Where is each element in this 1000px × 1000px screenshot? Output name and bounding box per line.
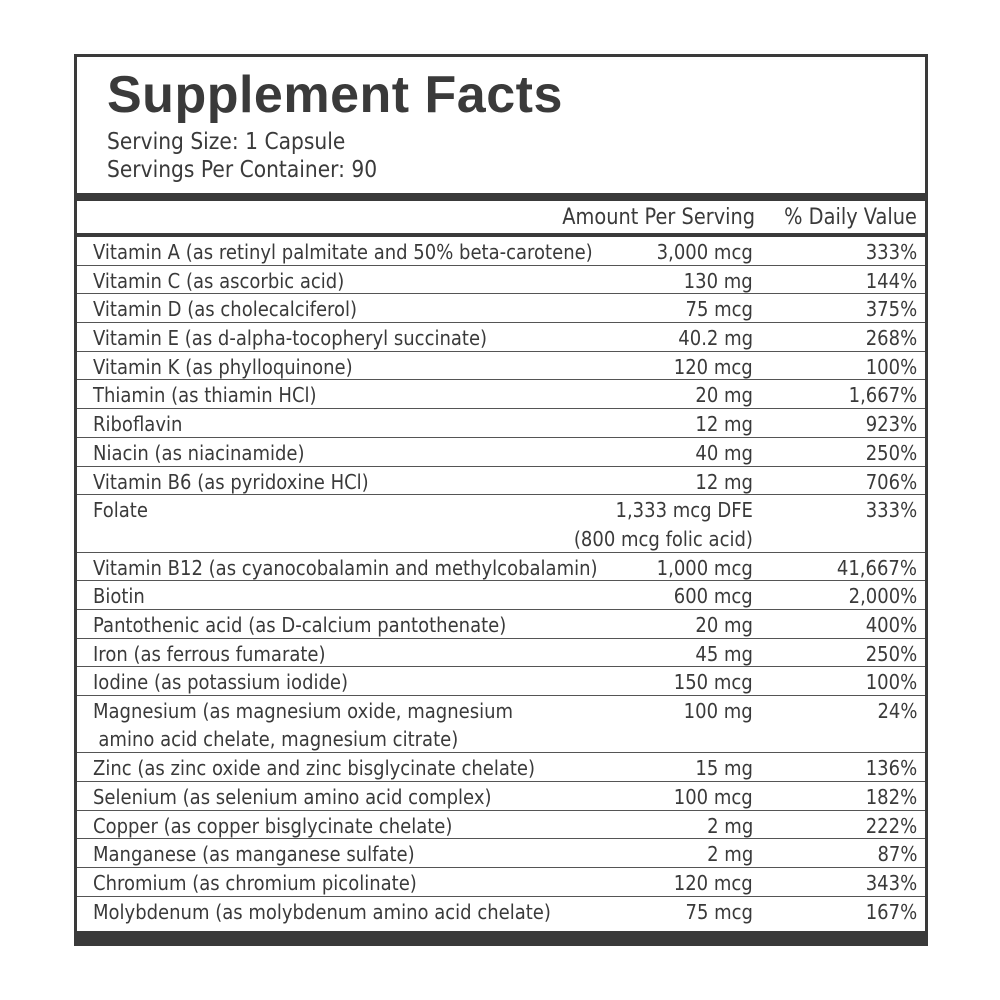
nutrient-amount	[674, 869, 753, 897]
nutrient-name-line: Chromium (as chromium picolinate)	[93, 871, 417, 896]
table-row	[77, 467, 925, 496]
nutrient-daily-value: 87%	[876, 842, 917, 867]
nutrient-name	[93, 812, 452, 840]
table-row	[77, 897, 925, 926]
table-row	[77, 495, 925, 552]
table-row	[77, 237, 925, 266]
nutrient-amount	[695, 754, 753, 782]
nutrient-name	[93, 640, 326, 668]
nutrient-name	[93, 353, 353, 381]
nutrient-amount-line: 130 mg	[683, 268, 753, 293]
nutrient-name-line: Thiamin (as thiamin HCl)	[93, 383, 317, 408]
nutrient-name-line: Selenium (as selenium amino acid complex)	[93, 785, 492, 810]
nutrient-name	[93, 324, 487, 352]
nutrient-daily-value: 343%	[865, 871, 917, 896]
nutrient-amount	[678, 324, 753, 352]
nutrient-amount-line: 100 mcg	[674, 785, 753, 810]
nutrient-amount-line: 2 mg	[706, 813, 753, 838]
nutrient-name	[93, 754, 535, 782]
nutrient-amount-line: 12 mg	[695, 412, 753, 437]
nutrient-name	[93, 439, 305, 467]
nutrient-amount	[684, 267, 753, 295]
column-header-amount: Amount Per Serving	[562, 205, 755, 230]
nutrient-daily-value: 100%	[865, 354, 917, 379]
nutrient-amount	[684, 697, 753, 725]
nutrient-name	[93, 697, 513, 754]
nutrient-amount	[657, 554, 753, 582]
nutrient-name	[93, 468, 369, 496]
nutrient-amount	[695, 439, 753, 467]
nutrient-amount-line: 15 mg	[695, 756, 753, 781]
table-row	[77, 581, 925, 610]
nutrient-amount-line: 100 mg	[683, 699, 753, 724]
nutrient-daily-value: 100%	[865, 670, 917, 695]
bottom-bar	[77, 931, 925, 943]
nutrient-name-line: Vitamin C (as ascorbic acid)	[93, 268, 345, 293]
nutrient-amount-line-2: (800 mcg folic acid)	[573, 526, 753, 551]
nutrient-name-line: Magnesium (as magnesium oxide, magnesium	[93, 699, 514, 724]
nutrient-name	[93, 381, 317, 409]
nutrient-name-line: Biotin	[93, 584, 145, 609]
nutrient-name-line: Molybdenum (as molybdenum amino acid chelate)	[93, 899, 551, 924]
nutrient-daily-value: 400%	[865, 612, 917, 637]
nutrient-name-line: Zinc (as zinc oxide and zinc bisglycinate chelate)	[93, 756, 536, 781]
nutrient-amount	[695, 410, 753, 438]
nutrient-name	[93, 869, 417, 897]
table-row	[77, 266, 925, 295]
table-row	[77, 610, 925, 639]
table-row	[77, 667, 925, 696]
nutrient-amount-line: 120 mcg	[674, 871, 753, 896]
nutrient-amount	[674, 582, 753, 610]
table-row	[77, 696, 925, 753]
table-row	[77, 868, 925, 897]
nutrient-amount	[686, 898, 753, 926]
nutrient-amount-line: 2 mg	[706, 842, 753, 867]
nutrient-name-line-2: amino acid chelate, magnesium citrate)	[98, 727, 459, 752]
nutrient-name-line: Folate	[93, 498, 148, 523]
nutrient-amount-line: 1,333 mcg DFE	[615, 498, 753, 523]
nutrient-daily-value: 706%	[865, 469, 917, 494]
nutrient-name	[93, 496, 148, 524]
nutrient-amount	[695, 640, 753, 668]
nutrient-name	[93, 611, 506, 639]
table-row	[77, 839, 925, 868]
nutrient-name-line: Pantothenic acid (as D-calcium pantothenate)	[93, 612, 507, 637]
nutrient-name-line: Iron (as ferrous fumarate)	[93, 641, 326, 666]
nutrient-name-line: Copper (as copper bisglycinate chelate)	[93, 813, 453, 838]
nutrient-name-line: Manganese (as manganese sulfate)	[93, 842, 415, 867]
nutrient-daily-value: 136%	[865, 756, 917, 781]
nutrient-amount	[695, 611, 753, 639]
table-row	[77, 352, 925, 381]
nutrient-daily-value: 222%	[865, 813, 917, 838]
nutrient-name	[93, 582, 145, 610]
nutrient-daily-value: 167%	[865, 899, 917, 924]
nutrient-amount-line: 40 mg	[695, 440, 753, 465]
nutrient-amount	[657, 238, 753, 266]
nutrient-daily-value: 182%	[865, 785, 917, 810]
nutrient-amount-line: 75 mcg	[685, 297, 753, 322]
nutrient-amount-line: 150 mcg	[674, 670, 753, 695]
nutrient-amount	[707, 840, 753, 868]
servings-per-container: Servings Per Container: 90	[107, 157, 378, 183]
table-row	[77, 753, 925, 782]
nutrient-daily-value: 24%	[876, 699, 917, 724]
nutrient-name-line: Vitamin B12 (as cyanocobalamin and methylcobalamin)	[93, 555, 598, 580]
nutrient-amount-line: 3,000 mcg	[656, 240, 753, 264]
nutrient-name	[93, 554, 598, 582]
nutrient-name-line: Vitamin K (as phylloquinone)	[93, 354, 353, 379]
nutrient-daily-value: 333%	[865, 240, 917, 264]
nutrient-amount	[674, 353, 753, 381]
nutrient-amount	[695, 468, 753, 496]
nutrient-table	[77, 237, 925, 926]
nutrient-daily-value: 268%	[865, 326, 917, 351]
nutrient-name-line: Iodine (as potassium iodide)	[93, 670, 349, 695]
nutrient-name	[93, 295, 357, 323]
table-row	[77, 639, 925, 668]
nutrient-daily-value: 41,667%	[836, 555, 917, 580]
nutrient-amount-line: 600 mcg	[674, 584, 753, 609]
nutrient-daily-value: 333%	[865, 498, 917, 523]
table-row	[77, 553, 925, 582]
nutrient-daily-value: 250%	[865, 440, 917, 465]
table-row	[77, 438, 925, 467]
nutrient-amount-line: 40.2 mg	[678, 326, 753, 351]
nutrient-name	[93, 840, 415, 868]
nutrient-daily-value: 923%	[865, 412, 917, 437]
nutrient-name-line: Vitamin D (as cholecalciferol)	[93, 297, 358, 322]
nutrient-name-line: Vitamin B6 (as pyridoxine HCl)	[93, 469, 369, 494]
nutrient-daily-value: 375%	[865, 297, 917, 322]
nutrient-amount	[574, 496, 753, 553]
nutrient-daily-value: 1,667%	[848, 383, 917, 408]
nutrient-name	[93, 238, 593, 266]
nutrient-amount	[674, 668, 753, 696]
nutrient-name	[93, 668, 348, 696]
nutrient-amount	[695, 381, 753, 409]
nutrient-name-line: Riboflavin	[93, 412, 183, 437]
nutrient-amount-line: 1,000 mcg	[656, 555, 753, 580]
panel-title: Supplement Facts	[107, 66, 563, 124]
nutrient-name-line: Vitamin E (as d-alpha-tocopheryl succinate)	[93, 326, 488, 351]
nutrient-amount-line: 20 mg	[695, 612, 753, 637]
nutrient-daily-value: 250%	[865, 641, 917, 666]
table-row	[77, 409, 925, 438]
nutrient-amount	[707, 812, 753, 840]
table-row	[77, 323, 925, 352]
supplement-facts-panel	[74, 54, 928, 946]
nutrient-name	[93, 898, 551, 926]
nutrient-amount-line: 12 mg	[695, 469, 753, 494]
table-row	[77, 294, 925, 323]
nutrient-daily-value: 2,000%	[848, 584, 917, 609]
serving-size: Serving Size: 1 Capsule	[107, 129, 346, 155]
nutrient-amount	[686, 295, 753, 323]
nutrient-name-line: Vitamin A (as retinyl palmitate and 50% beta-carotene)	[93, 240, 593, 264]
nutrient-daily-value: 144%	[865, 268, 917, 293]
nutrient-amount-line: 120 mcg	[674, 354, 753, 379]
nutrient-name	[93, 783, 491, 811]
column-header-daily-value: % Daily Value	[784, 205, 917, 230]
nutrient-amount	[674, 783, 753, 811]
nutrient-name	[93, 410, 182, 438]
nutrient-amount-line: 45 mg	[695, 641, 753, 666]
table-row	[77, 811, 925, 840]
table-row	[77, 782, 925, 811]
nutrient-amount-line: 75 mcg	[685, 899, 753, 924]
nutrient-name	[93, 267, 344, 295]
table-row	[77, 380, 925, 409]
nutrient-name-line: Niacin (as niacinamide)	[93, 440, 305, 465]
nutrient-amount-line: 20 mg	[695, 383, 753, 408]
header-divider	[77, 193, 925, 201]
